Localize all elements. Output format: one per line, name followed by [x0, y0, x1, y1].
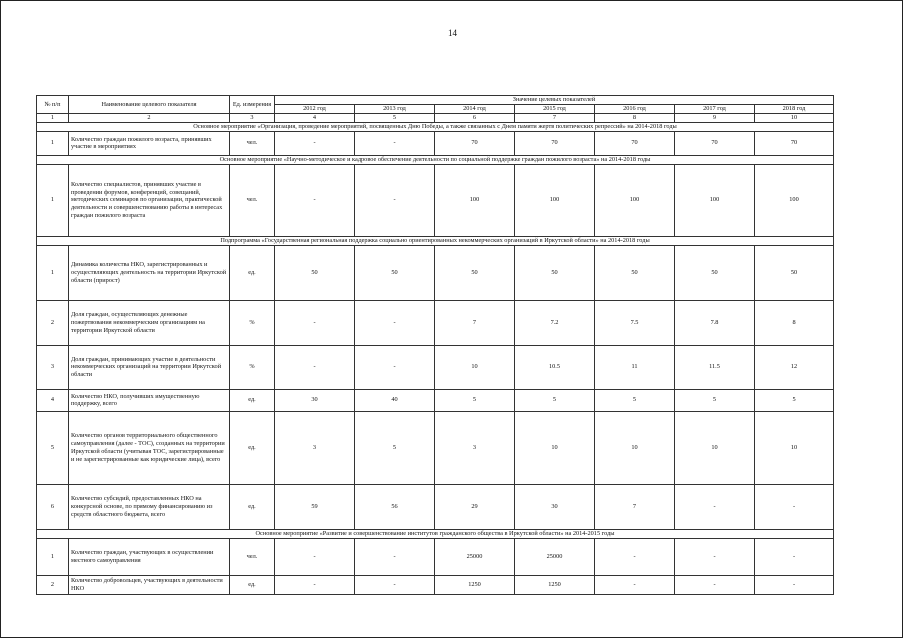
- value-cell: 8: [755, 300, 834, 345]
- value-cell: -: [755, 575, 834, 594]
- value-cell: -: [275, 538, 355, 575]
- indicator-name: Количество НКО, получивших имущественную поддержку, всего: [69, 389, 230, 411]
- value-cell: 10: [595, 411, 675, 484]
- value-cell: -: [355, 345, 435, 389]
- value-cell: 50: [755, 245, 834, 300]
- value-cell: 5: [595, 389, 675, 411]
- column-index: 4: [275, 114, 355, 123]
- value-cell: -: [275, 575, 355, 594]
- table-row: [37, 164, 834, 236]
- section-title: Основное мероприятие «Организация, проведение мероприятий, посвященных Дню Победы, а также связанных с Днем памяти жертв политических репрессий» на 2014-2018 годы: [37, 122, 834, 131]
- value-cell: -: [755, 484, 834, 529]
- value-cell: 30: [515, 484, 595, 529]
- value-cell: 50: [515, 245, 595, 300]
- unit-cell: чел.: [230, 538, 275, 575]
- indicator-name: Количество граждан пожилого возраста, принявших участие в мероприятиях: [69, 131, 230, 155]
- value-cell: -: [675, 484, 755, 529]
- row-number: 4: [37, 389, 69, 411]
- section-title: Основное мероприятие «Развитие и совершенствование институтов гражданского общества в Иркутской области» на 2014-2015 годы: [37, 529, 834, 538]
- indicator-name: Доля граждан, принимающих участие в деятельности некоммерческих организаций на территории Иркутской области: [69, 345, 230, 389]
- row-number: 5: [37, 411, 69, 484]
- row-number: 6: [37, 484, 69, 529]
- value-cell: 5: [755, 389, 834, 411]
- section-row: [37, 122, 834, 131]
- value-cell: 100: [595, 164, 675, 236]
- value-cell: 7: [595, 484, 675, 529]
- value-cell: 5: [515, 389, 595, 411]
- value-cell: 1250: [515, 575, 595, 594]
- table-row: [37, 538, 834, 575]
- value-cell: 10.5: [515, 345, 595, 389]
- column-index: 7: [515, 114, 595, 123]
- header-unit: Ед. измерения: [230, 96, 275, 114]
- row-number: 3: [37, 345, 69, 389]
- unit-cell: ед.: [230, 484, 275, 529]
- table-row: [37, 389, 834, 411]
- table-row: [37, 575, 834, 594]
- value-cell: 7.8: [675, 300, 755, 345]
- value-cell: -: [595, 575, 675, 594]
- value-cell: -: [275, 131, 355, 155]
- indicators-table: [36, 95, 834, 595]
- header-name: Наименование целевого показателя: [69, 96, 230, 114]
- unit-cell: ед.: [230, 575, 275, 594]
- value-cell: -: [675, 538, 755, 575]
- row-number: 2: [37, 575, 69, 594]
- header-values: Значение целевых показателей: [275, 96, 834, 105]
- value-cell: -: [275, 300, 355, 345]
- table-row: [37, 245, 834, 300]
- indicator-name: Количество органов территориального общественного самоуправления (далее - ТОС), созданных на территории Иркутской области (учитывая ТОС, зарегистрированные и не зарегистрированные как юридические лица), всего: [69, 411, 230, 484]
- value-cell: -: [755, 538, 834, 575]
- value-cell: -: [355, 538, 435, 575]
- table-row: [37, 411, 834, 484]
- table-row: [37, 131, 834, 155]
- index-row: [37, 114, 834, 123]
- unit-cell: чел.: [230, 164, 275, 236]
- value-cell: 12: [755, 345, 834, 389]
- row-number: 1: [37, 538, 69, 575]
- column-index: 2: [69, 114, 230, 123]
- unit-cell: ед.: [230, 245, 275, 300]
- table-row: [37, 345, 834, 389]
- row-number: 1: [37, 164, 69, 236]
- unit-cell: чел.: [230, 131, 275, 155]
- column-index: 10: [755, 114, 834, 123]
- value-cell: 5: [355, 411, 435, 484]
- value-cell: 50: [595, 245, 675, 300]
- header-year: 2012 год: [275, 105, 355, 114]
- value-cell: 40: [355, 389, 435, 411]
- section-row: [37, 155, 834, 164]
- value-cell: 29: [435, 484, 515, 529]
- value-cell: 50: [355, 245, 435, 300]
- value-cell: -: [675, 575, 755, 594]
- value-cell: 100: [755, 164, 834, 236]
- row-number: 2: [37, 300, 69, 345]
- row-number: 1: [37, 245, 69, 300]
- table-body: [37, 122, 834, 594]
- value-cell: 25000: [435, 538, 515, 575]
- section-title: Подпрограмма «Государственная региональная поддержка социально ориентированных некоммерческих организаций в Иркутской области» на 2014-2018 годы: [37, 236, 834, 245]
- indicator-name: Динамика количества НКО, зарегистрированных и осуществляющих деятельность на территории Иркутской области (прирост): [69, 245, 230, 300]
- value-cell: 70: [755, 131, 834, 155]
- value-cell: 11.5: [675, 345, 755, 389]
- value-cell: 10: [675, 411, 755, 484]
- value-cell: 7.2: [515, 300, 595, 345]
- value-cell: 70: [595, 131, 675, 155]
- unit-cell: ед.: [230, 389, 275, 411]
- value-cell: 5: [675, 389, 755, 411]
- column-index: 5: [355, 114, 435, 123]
- value-cell: 50: [675, 245, 755, 300]
- value-cell: 100: [435, 164, 515, 236]
- unit-cell: %: [230, 345, 275, 389]
- value-cell: 25000: [515, 538, 595, 575]
- value-cell: -: [355, 131, 435, 155]
- table-row: [37, 484, 834, 529]
- value-cell: 10: [435, 345, 515, 389]
- unit-cell: ед.: [230, 411, 275, 484]
- header-year: 2014 год: [435, 105, 515, 114]
- value-cell: 3: [275, 411, 355, 484]
- value-cell: 70: [435, 131, 515, 155]
- header-year: 2015 год: [515, 105, 595, 114]
- indicator-name: Количество специалистов, принявших участие в проведении форумов, конференций, совещаний, методических семинаров по организации, практической деятельности и совершенствованию работы в интересах граждан пожилого возраста: [69, 164, 230, 236]
- value-cell: -: [275, 164, 355, 236]
- indicator-name: Количество граждан, участвующих в осуществлении местного самоуправления: [69, 538, 230, 575]
- page-number: 14: [448, 28, 457, 38]
- section-row: [37, 236, 834, 245]
- row-number: 1: [37, 131, 69, 155]
- indicator-name: Количество субсидий, предоставленных НКО на конкурсной основе, по прямому финансированию из средств областного бюджета, всего: [69, 484, 230, 529]
- value-cell: 59: [275, 484, 355, 529]
- header-year: 2016 год: [595, 105, 675, 114]
- column-index: 9: [675, 114, 755, 123]
- column-index: 3: [230, 114, 275, 123]
- unit-cell: %: [230, 300, 275, 345]
- value-cell: 5: [435, 389, 515, 411]
- column-index: 1: [37, 114, 69, 123]
- value-cell: 56: [355, 484, 435, 529]
- value-cell: 30: [275, 389, 355, 411]
- value-cell: -: [355, 300, 435, 345]
- value-cell: 7.5: [595, 300, 675, 345]
- value-cell: 10: [755, 411, 834, 484]
- value-cell: 11: [595, 345, 675, 389]
- section-row: [37, 529, 834, 538]
- value-cell: -: [355, 575, 435, 594]
- value-cell: -: [355, 164, 435, 236]
- value-cell: 50: [275, 245, 355, 300]
- value-cell: -: [275, 345, 355, 389]
- indicator-name: Количество добровольцев, участвующих в деятельности НКО: [69, 575, 230, 594]
- header-num: № п/п: [37, 96, 69, 114]
- header-year: 2018 год: [755, 105, 834, 114]
- value-cell: 7: [435, 300, 515, 345]
- table-row: [37, 300, 834, 345]
- value-cell: 70: [515, 131, 595, 155]
- header-year: 2017 год: [675, 105, 755, 114]
- value-cell: 10: [515, 411, 595, 484]
- indicator-name: Доля граждан, осуществляющих денежные пожертвования некоммерческим организациям на территории Иркутской области: [69, 300, 230, 345]
- value-cell: 70: [675, 131, 755, 155]
- value-cell: -: [595, 538, 675, 575]
- column-index: 8: [595, 114, 675, 123]
- value-cell: 1250: [435, 575, 515, 594]
- value-cell: 50: [435, 245, 515, 300]
- column-index: 6: [435, 114, 515, 123]
- section-title: Основное мероприятие «Научно-методическое и кадровое обеспечение деятельности по социальной поддержке граждан пожилого возраста» на 2014-2018 годы: [37, 155, 834, 164]
- value-cell: 100: [675, 164, 755, 236]
- header-year: 2013 год: [355, 105, 435, 114]
- value-cell: 3: [435, 411, 515, 484]
- value-cell: 100: [515, 164, 595, 236]
